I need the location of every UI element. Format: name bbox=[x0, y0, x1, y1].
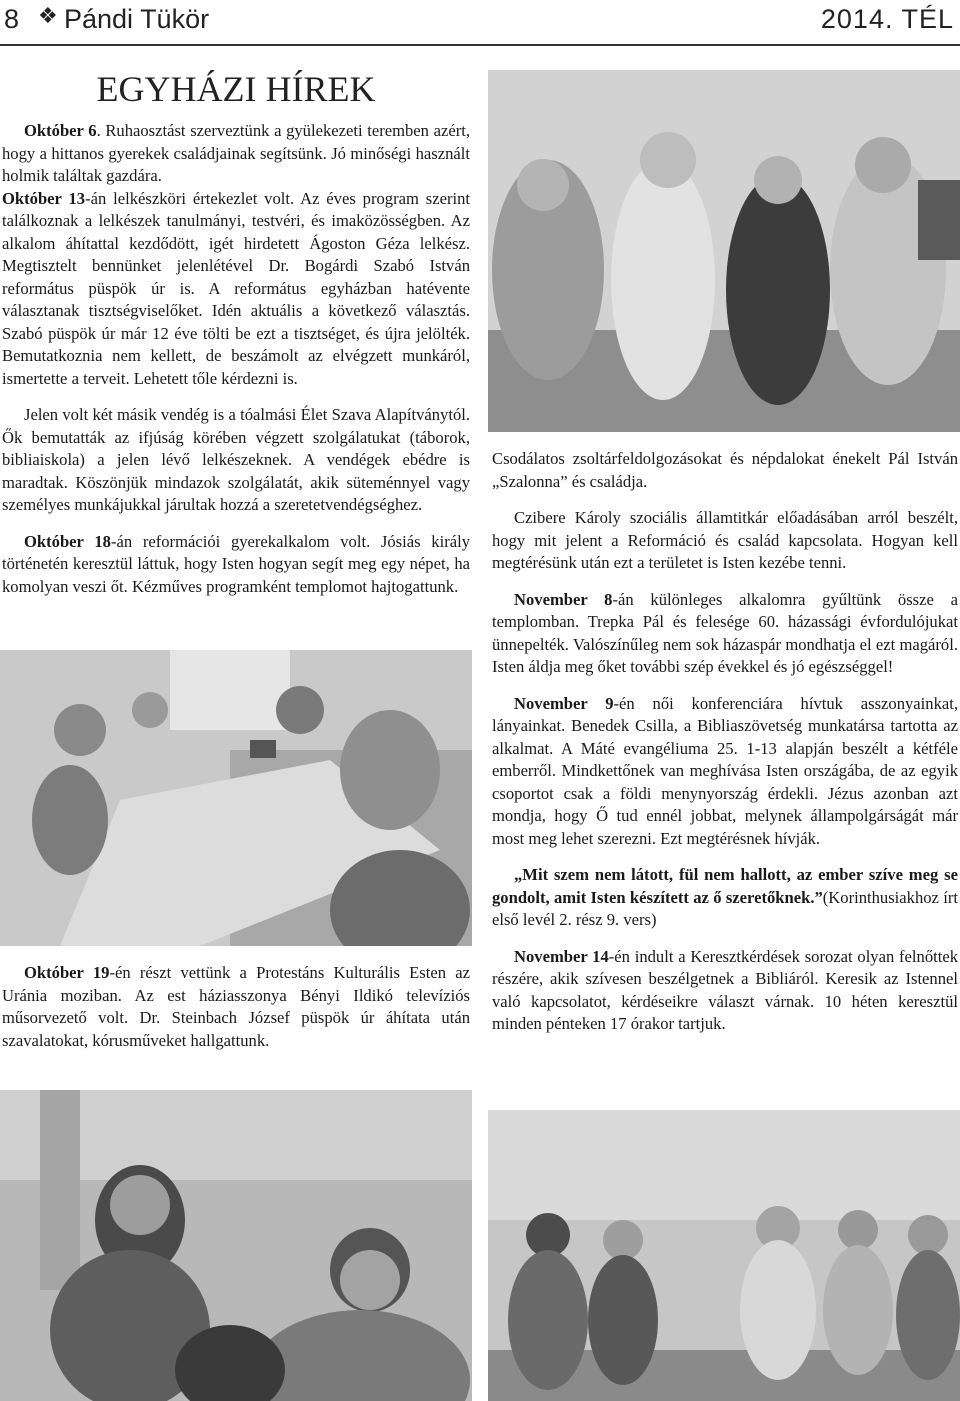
photo-image bbox=[488, 1110, 960, 1401]
photo-image bbox=[488, 70, 960, 432]
photo-women-seated bbox=[488, 70, 960, 432]
issue-label: 2014. TÉL bbox=[820, 4, 954, 34]
quote-reference: (Korinthusiakhoz írt első levél 2. rész 9. vers) bbox=[492, 887, 958, 929]
paragraph bbox=[2, 531, 470, 599]
paragraph-text: -én női konferenciára hívtuk asszonyainkat, lányainkat. Benedek Csilla, a Bibliaszövetség munkatársa tartotta az alkalmat. A Máté evangéliuma 25. 1-13 alapján beszélt a kétféle emberről. Mindkettőnek van meghívása Isten országába, de az egyik csoportot csak a földi menynyország érdekli. Jézus azonban azt mondja, hogy Ő tud ennél jobbat, melynek állampolgárságát már most meg lehet szerezni. Ezt megtérésnek hívják. bbox=[492, 693, 958, 848]
left-text-top bbox=[2, 120, 470, 598]
header-divider bbox=[0, 44, 960, 46]
page-header bbox=[0, 0, 960, 44]
paragraph-text: -án lelkészköri értekezlet volt. Az éves program szerint találkoznak a lelkészek tanulmányi, testvéri, és imaközösségben. Az alkalom áhítattal kezdődött, igét hirdetett Ágoston Géza lelkész. Megtisztelt bennünket jelenlétével Dr. Bogárdi Szabó István református püspök úr is. A református egyházban hatévente választanak tisztségviselőket. Idén aktuális a következő választás. Szabó püspök úr már 12 éve tölti be ezt a tisztséget, és újra jelölték. Bemutatkoznia nem kellett, de beszámolt az elvégzett munkáról, ismertette a terveit. Lehetett tőle kérdezni is. bbox=[2, 188, 470, 388]
photo-image bbox=[0, 650, 472, 946]
paragraph bbox=[492, 589, 958, 679]
paragraph: Czibere Károly szociális államtitkár előadásában arról beszélt, hogy mit jelent a Reformáció és család kapcsolata. Hogyan kell megtérésünk után ezt a területet is Isten kezébe tenni. bbox=[492, 508, 958, 572]
date-highlight: November 14 bbox=[514, 946, 609, 966]
paragraph bbox=[492, 946, 958, 1036]
paragraph-text: -án különleges alkalomra gyűltünk össze a templomban. Trepka Pál és felesége 60. házassági évfordulójukat ünnepelték. Valószínűleg nem sok házaspár mondhatja el ezt magáról. Isten áldja meg őket további szép évekkel és jó egészséggel! bbox=[492, 589, 958, 676]
right-text bbox=[492, 448, 958, 1036]
paragraph: Jelen volt két másik vendég is a tóalmási Élet Szava Alapítványtól. Ők bemutatták az ifjúság körében végzett szolgálatukat (táborok, bibliaiskola) a jelen lévő lelkészeknek. A vendégek ebédre is maradtak. Köszönjük mindazok szolgálatát, akik süteménnyel vagy személyes munkájukkal járultak hozzá a szeretetvendégséghez. bbox=[2, 405, 470, 514]
publication-name: Pándi Tükör bbox=[64, 4, 210, 34]
paragraph bbox=[2, 962, 470, 1052]
date-highlight: Október 13 bbox=[2, 188, 86, 208]
date-highlight: Október 18 bbox=[24, 531, 111, 551]
paragraph-text: -én indult a Keresztkérdések sorozat olyan felnőttek részére, akik szívesen beszélgetnek a Bibliáról. Keresik az Istennel való kapcsolatot, kérdéseikre választ várnak. 10 héten keresztül minden pénteken 17 órakor tartjuk. bbox=[492, 946, 958, 1033]
date-highlight: Október 19 bbox=[24, 963, 110, 982]
paragraph: Csodálatos zsoltárfeldolgozásokat és népdalokat énekelt Pál István „Szalonna” és családja. bbox=[492, 449, 958, 491]
paragraph-text: -án reformációi gyerekalkalom volt. Jósiás király történetén keresztül láttuk, hogy Isten hogyan segít meg egy népet, ha komolyan veszi őt. Kézműves programként templomot hajtogattunk. bbox=[2, 531, 470, 596]
paragraph-text: -én részt vettünk a Protestáns Kulturális Esten az Uránia moziban. Az est háziasszonya Bényi Ildikó televíziós műsorvezető volt. Dr. Steinbach József püspök úr áhítata után szavalatokat, kórusműveket hallgattunk. bbox=[2, 963, 470, 1050]
photo-children-crafting bbox=[0, 650, 472, 946]
date-highlight: Október 6 bbox=[24, 121, 97, 140]
paragraph bbox=[2, 120, 470, 390]
date-highlight: November 9 bbox=[514, 693, 614, 713]
photo-women-conference-left bbox=[0, 1090, 472, 1401]
page-number: 8 bbox=[4, 4, 20, 34]
page-title: EGYHÁZI HÍREK bbox=[96, 69, 376, 109]
photo-women-conference-right bbox=[488, 1110, 960, 1401]
diamond-icon: ❖ bbox=[38, 3, 58, 28]
left-text-bottom bbox=[2, 962, 470, 1052]
paragraph bbox=[492, 693, 958, 851]
bible-quote bbox=[492, 864, 958, 932]
quote-text: „Mit szem nem látott, fül nem hallott, az ember szíve meg se gondolt, amit Isten készített az ő szeretőknek.” bbox=[492, 865, 958, 907]
paragraph-text: . Ruhaosztást szerveztünk a gyülekezeti teremben azért, hogy a hittanos gyerekek családjainak segítsünk. Jó minőségi használt holmik találtak gazdára. bbox=[2, 121, 470, 185]
date-highlight: November 8 bbox=[514, 589, 613, 609]
photo-image bbox=[0, 1090, 472, 1401]
